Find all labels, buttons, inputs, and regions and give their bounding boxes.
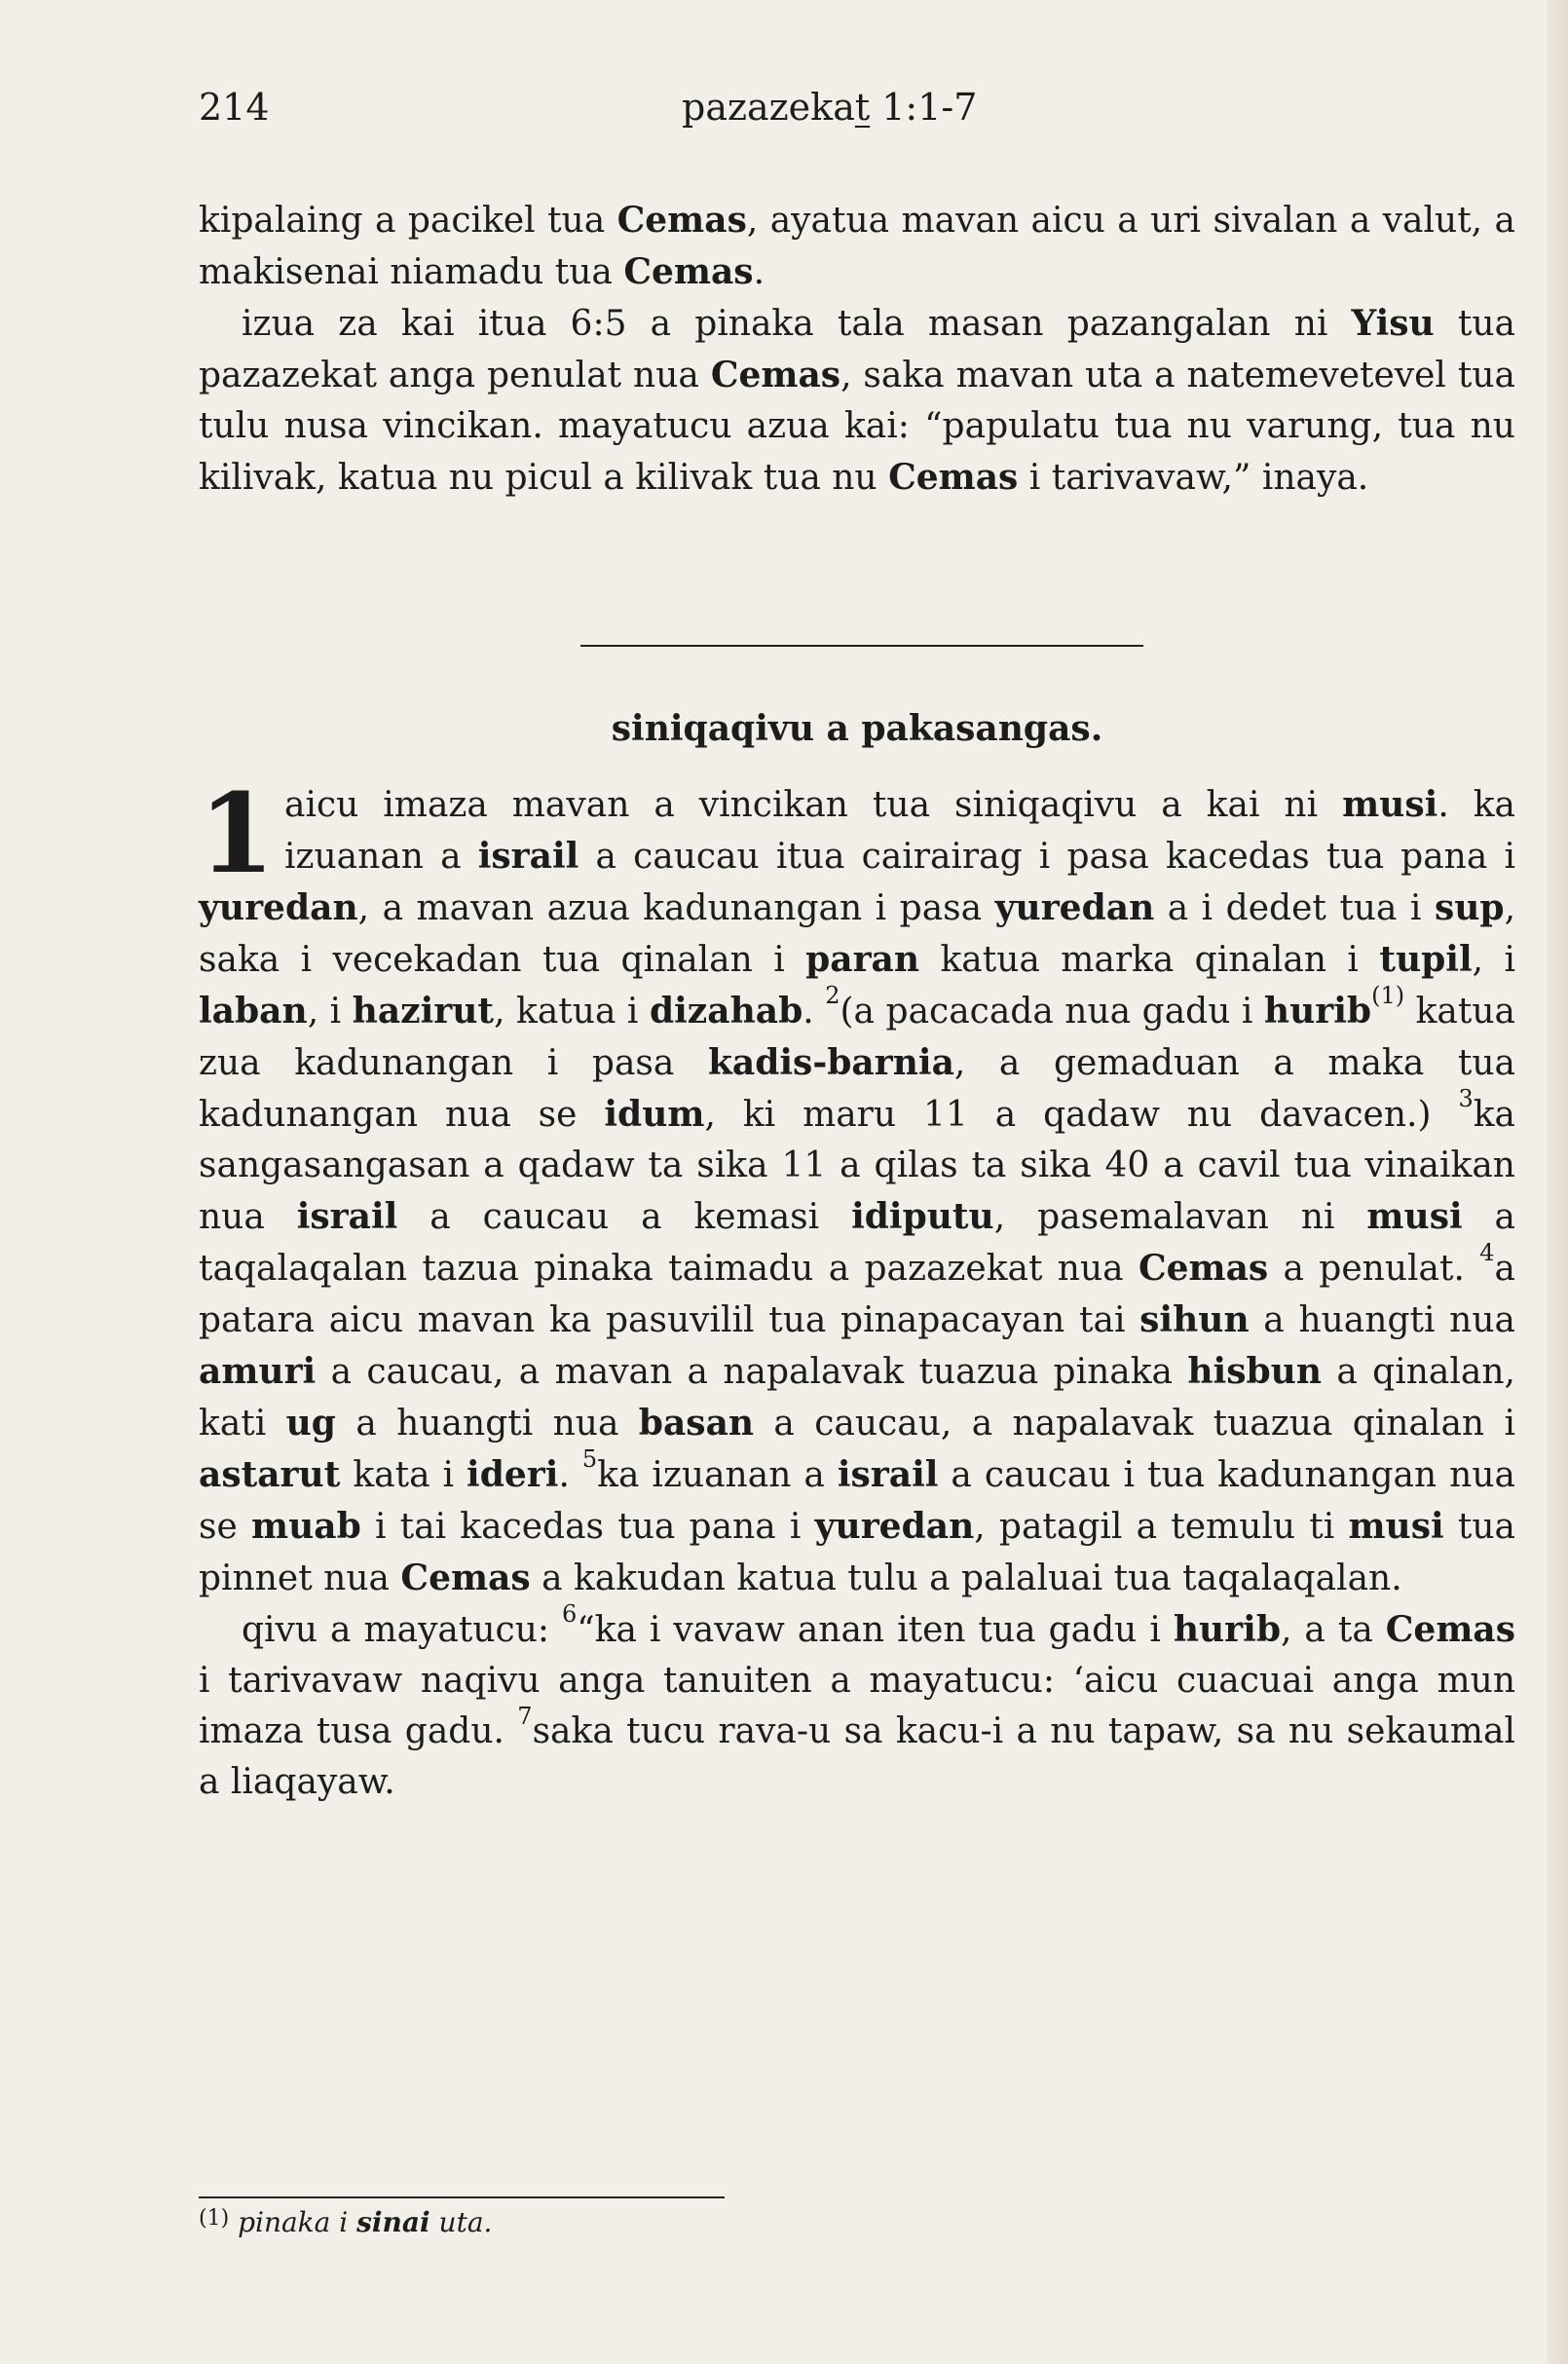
section-divider [580,645,1143,647]
verse-number: 3 [1458,1085,1474,1112]
footnote-divider [199,2196,725,2198]
chapter-paragraph-1: 1 aicu imaza mavan a vincikan tua siniqaqivu a kai ni musi. ka izuanan a israil a caucau itua cairairag i pasa kacedas tua pana i yuredan, a mavan azua kadunangan i pasa yuredan a i dedet tua i sup, saka i vecekadan tua qinalan i paran katua marka qinalan i tupil, i laban, i hazirut, katua i dizahab. $^2$(a pacacada nua gadu i hurib$^{(1)}$ katua zua kadunangan i pasa kadis-barnia, a gemaduan a maka tua kadunangan nua se idum, ki maru 11 a qadaw nu davacen.) $^3$ka sangasangasan a qadaw ta sika 11 a qilas ta sika 40 a cavil tua vinaikan nua israil a caucau a kemasi idiputu, pasemalavan ni musi a taqalaqalan tazua pinaka taimadu a pazazekat nua Cemas a penulat. $^4$a patara aicu mavan ka pasuvilil tua pinapacayan tai sihun a huangti nua amuri a caucau, a mavan a napalavak tuazua pinaka hisbun a qinalan, kati ug a huangti nua basan a caucau, a napalavak tuazua qinalan i astarut kata i ideri. $^5$ka izuanan a israil a caucau i tua kadunangan nua se muab i tai kacedas tua pana i yuredan, patagil a temulu ti musi tua pinnet nua Cemas a kakudan katua tulu a palaluai tua taqalaqalan. [199,770,1516,1598]
chapter-number: 1 [199,770,275,898]
footnote: $^{(1)}$ pinaka i sinai uta. [199,2206,493,2238]
page-edge [1547,0,1568,2364]
verse-number: 6 [562,1600,578,1628]
footnote-ref: (1) [1371,982,1405,1009]
verse-number: 4 [1479,1239,1495,1266]
chapter-paragraph-2: qivu a mayatucu: $^6$“ka i vavaw anan iten tua gadu i hurib, a ta Cemas i tarivavaw naqivu anga tanuiten a mayatucu: ‘aicu cuacuai anga mun imaza tusa gadu. $^7$saka tucu rava-u sa kacu-i a nu tapaw, sa nu sekaumal a liaqayaw. [199,1600,1516,1802]
verse-number: 2 [825,982,840,1009]
verse-number: 5 [581,1445,598,1473]
intro-text [199,195,1515,504]
verse-number: 7 [517,1703,533,1730]
running-head: pazazekat 1:1-7 [682,86,978,129]
intro-paragraph-2: izua za kai itua 6:5 a pinaka tala masan pazangalan ni Yisu tua pazazekat anga penulat nua Cemas, saka mavan uta a natemevetevel tua tulu nusa vincikan. mayatucu azua kai: “papulatu tua nu varung, tua nu kilivak, katua nu picul a kilivak tua nu Cemas i tarivavaw,” inaya. [199,303,1515,498]
section-heading: siniqaqivu a pakasangas. [611,708,1103,749]
page-number: 214 [199,86,270,129]
chapter-text [199,770,1516,1808]
page-header [199,86,1490,134]
intro-paragraph-1: kipalaing a pacikel tua Cemas, ayatua mavan aicu a uri sivalan a valut, a makisenai niamadu tua Cemas. [199,200,1515,292]
